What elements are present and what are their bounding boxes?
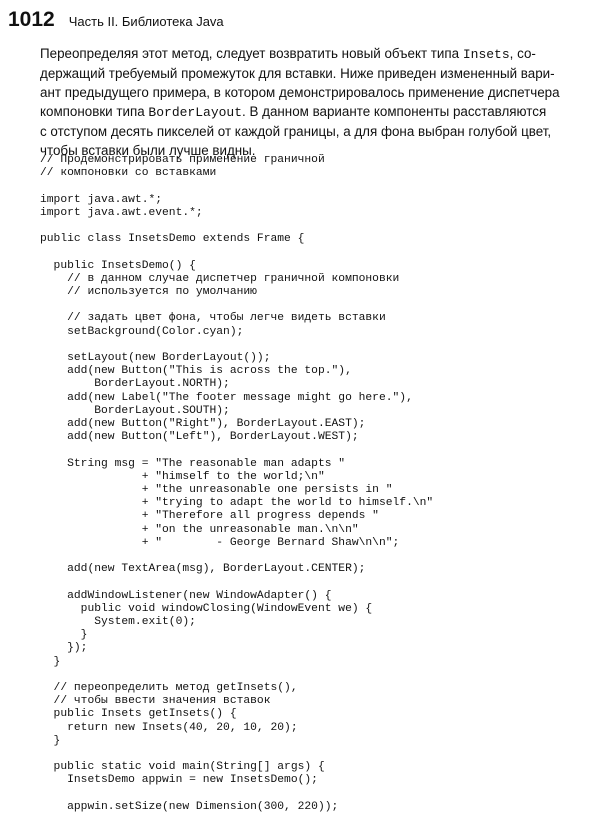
- code-line: add(new Button("This is across the top."),: [40, 365, 352, 378]
- code-line: [40, 550, 433, 563]
- code-line: + "himself to the world;\n": [40, 470, 325, 483]
- code-line: setLayout(new BorderLayout());: [40, 351, 271, 364]
- code-line: + "Therefore all progress depends ": [40, 510, 379, 523]
- intro-line: ант предыдущего примера, в котором демонстрировалось применение диспетчера: [40, 85, 560, 101]
- code-line: }: [40, 655, 61, 668]
- code-line: return new Insets(40, 20, 10, 20);: [40, 721, 298, 734]
- code-listing: [40, 154, 433, 814]
- code-line: }: [40, 629, 88, 642]
- code-line: BorderLayout.SOUTH);: [40, 404, 230, 417]
- intro-line: с отступом десять пикселей от каждой границы, а для фона выбран голубой цвет,: [40, 124, 552, 140]
- code-line: + "on the unreasonable man.\n\n": [40, 523, 359, 536]
- code-line: [40, 180, 433, 193]
- code-line: [40, 444, 433, 457]
- code-line: [40, 748, 433, 761]
- code-line: add(new Button("Right"), BorderLayout.EAST);: [40, 417, 366, 430]
- inline-code: BorderLayout: [148, 105, 243, 121]
- code-line: [40, 788, 433, 801]
- code-line: [40, 339, 433, 352]
- code-line: import java.awt.*;: [40, 193, 163, 206]
- code-line: // компоновки со вставками: [40, 167, 217, 180]
- code-line: import java.awt.event.*;: [40, 206, 203, 219]
- code-line: appwin.setSize(new Dimension(300, 220));: [40, 800, 339, 813]
- code-line: [40, 299, 433, 312]
- code-line: [40, 220, 433, 233]
- code-line: public class InsetsDemo extends Frame {: [40, 233, 305, 246]
- code-line: });: [40, 642, 88, 655]
- code-line: // переопределить метод getInsets(),: [40, 681, 298, 694]
- intro-paragraph: [40, 44, 564, 161]
- intro-line: Переопределяя этот метод, следует возвратить новый объект типа Insets, со-: [40, 46, 536, 62]
- inline-code: Insets: [462, 47, 510, 62]
- code-line: [40, 669, 433, 682]
- code-line: // используется по умолчанию: [40, 285, 257, 298]
- code-line: }: [40, 734, 61, 747]
- intro-line: компоновки типа BorderLayout. В данном варианте компоненты расставляются: [40, 104, 547, 121]
- code-line: setBackground(Color.cyan);: [40, 325, 244, 338]
- code-line: + " - George Bernard Shaw\n\n";: [40, 536, 400, 549]
- code-line: public static void main(String[] args) {: [40, 761, 325, 774]
- code-line: [40, 246, 433, 259]
- code-line: [40, 576, 433, 589]
- code-line: public void windowClosing(WindowEvent we) {: [40, 602, 373, 615]
- code-line: // задать цвет фона, чтобы легче видеть вставки: [40, 312, 386, 325]
- code-line: add(new Label("The footer message might go here."),: [40, 391, 413, 404]
- code-line: // Продемонстрировать применение граничной: [40, 154, 325, 166]
- intro-line: чтобы вставки были лучше видны.: [40, 143, 256, 159]
- code-line: add(new Button("Left"), BorderLayout.WEST);: [40, 431, 359, 444]
- code-line: InsetsDemo appwin = new InsetsDemo();: [40, 774, 318, 787]
- code-line: addWindowListener(new WindowAdapter() {: [40, 589, 332, 602]
- code-line: // в данном случае диспетчер граничной компоновки: [40, 272, 400, 285]
- code-line: + "the unreasonable one persists in ": [40, 483, 393, 496]
- code-line: // чтобы ввести значения вставок: [40, 695, 271, 708]
- code-line: public InsetsDemo() {: [40, 259, 196, 272]
- code-line: BorderLayout.NORTH);: [40, 378, 230, 391]
- code-line: System.exit(0);: [40, 615, 196, 628]
- code-line: add(new TextArea(msg), BorderLayout.CENTER);: [40, 563, 366, 576]
- code-line: String msg = "The reasonable man adapts ": [40, 457, 346, 470]
- code-line: public Insets getInsets() {: [40, 708, 237, 721]
- code-line: + "trying to adapt the world to himself.\n": [40, 497, 434, 510]
- intro-line: держащий требуемый промежуток для вставки. Ниже приведен измененный вари-: [40, 66, 555, 82]
- page-header: [8, 8, 224, 36]
- page-number: 1012: [8, 8, 55, 31]
- running-head: Часть II. Библиотека Java: [68, 14, 224, 29]
